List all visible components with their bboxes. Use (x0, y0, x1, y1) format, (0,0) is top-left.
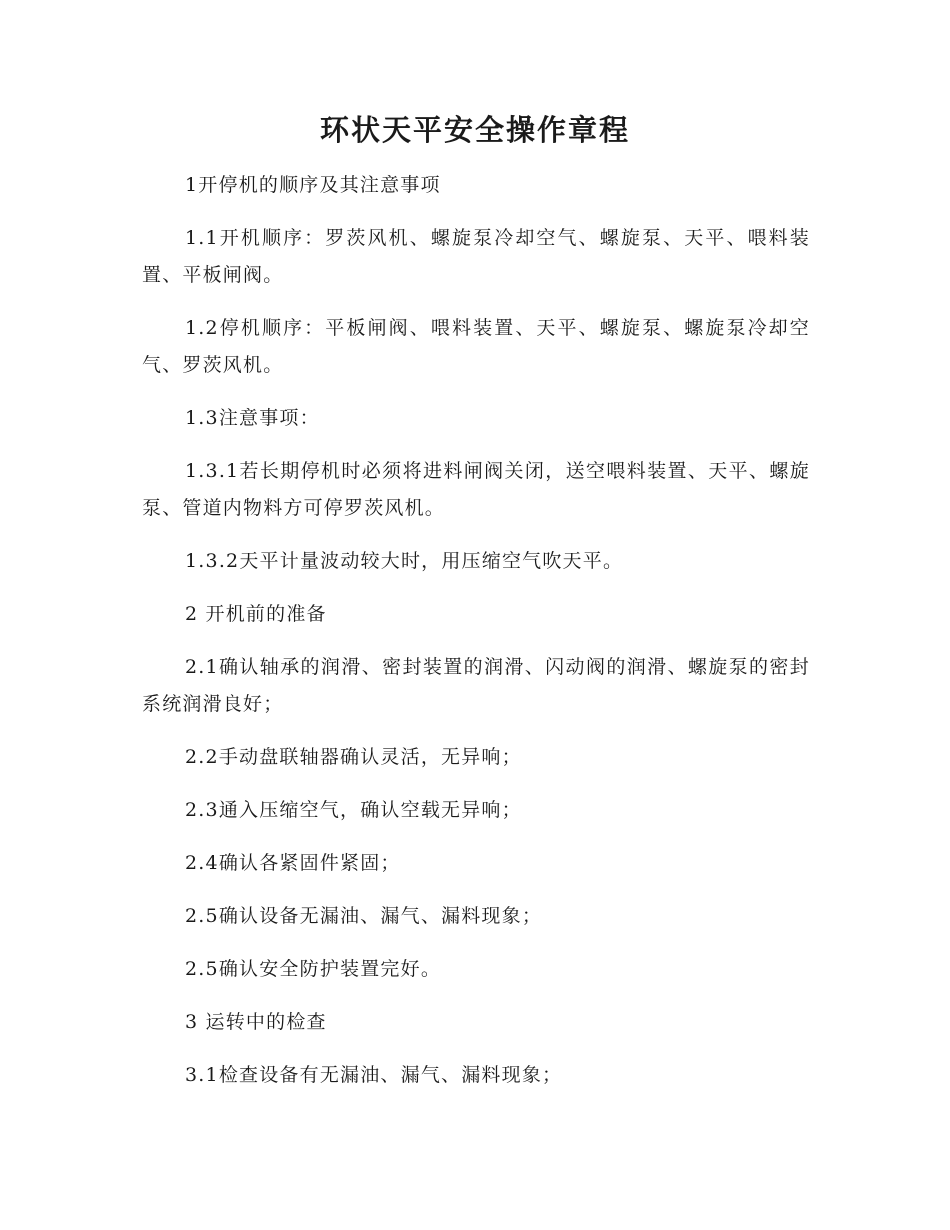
paragraph: 1.3.1若长期停机时必须将进料闸阀关闭，送空喂料装置、天平、螺旋泵、管道内物料方可停罗茨风机。 (142, 460, 810, 519)
document-body (142, 167, 810, 1110)
paragraph: 2 开机前的准备 (185, 603, 327, 625)
paragraph: 2.1确认轴承的润滑、密封装置的润滑、闪动阀的润滑、螺旋泵的密封系统润滑良好； (142, 656, 810, 715)
paragraph: 1.2停机顺序：平板闸阀、喂料装置、天平、螺旋泵、螺旋泵冷却空气、罗茨风机。 (142, 317, 810, 376)
paragraph: 2.4确认各紧固件紧固； (185, 852, 401, 874)
paragraph: 3.1检查设备有无漏油、漏气、漏料现象； (185, 1064, 563, 1086)
paragraph: 2.3通入压缩空气，确认空载无异响； (185, 799, 522, 821)
paragraph: 1.3注意事项： (185, 407, 320, 429)
paragraph: 1开停机的顺序及其注意事项 (185, 174, 441, 196)
paragraph: 2.5确认设备无漏油、漏气、漏料现象； (185, 905, 543, 927)
document-title: 环状天平安全操作章程 (319, 113, 630, 147)
paragraph: 2.2手动盘联轴器确认灵活，无异响； (185, 746, 522, 768)
paragraph: 1.1开机顺序：罗茨风机、螺旋泵冷却空气、螺旋泵、天平、喂料装置、平板闸阀。 (142, 227, 810, 286)
paragraph: 2.5确认安全防护装置完好。 (185, 958, 442, 980)
paragraph: 1.3.2天平计量波动较大时，用压缩空气吹天平。 (185, 550, 624, 572)
paragraph: 3 运转中的检查 (185, 1011, 327, 1033)
